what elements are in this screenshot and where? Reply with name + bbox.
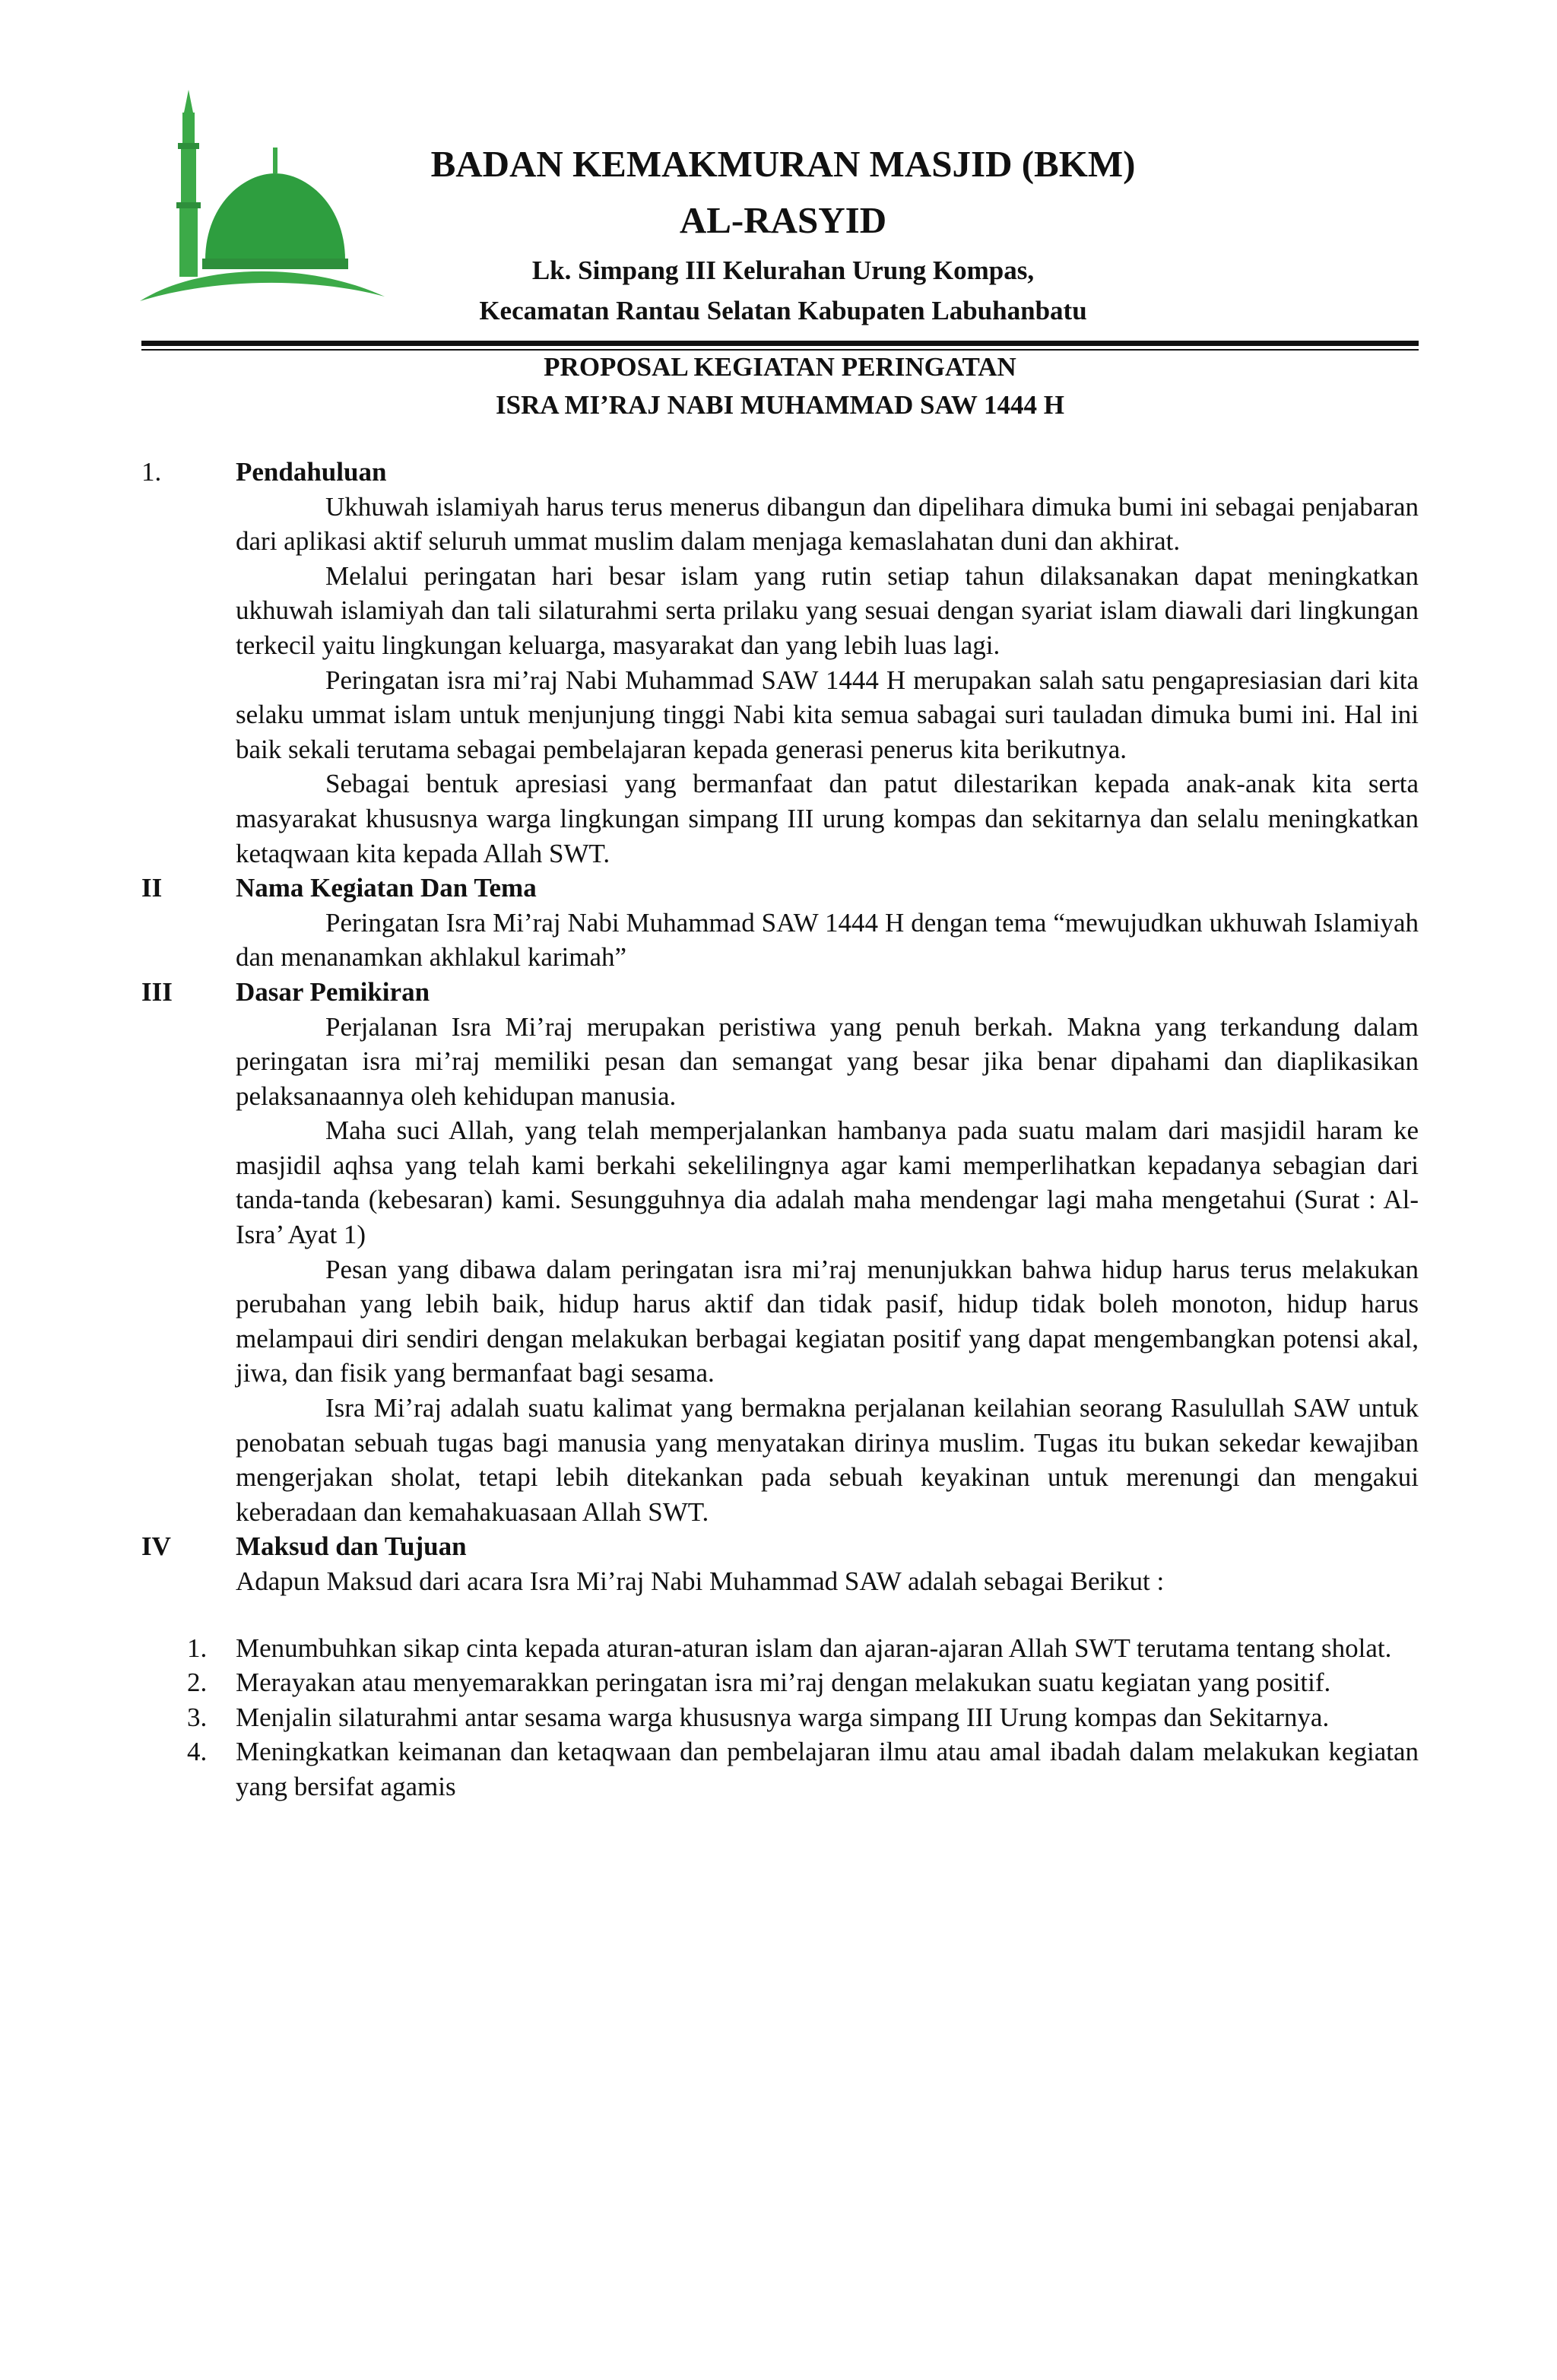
section-title: Maksud dan Tujuan: [236, 1531, 467, 1562]
section-number: IV: [141, 1531, 171, 1562]
list-item: [141, 1700, 1419, 1735]
section-heading: [141, 871, 1419, 906]
list-item-text: Meningkatkan keimanan dan ketaqwaan dan pembelajaran ilmu atau amal ibadah dalam melakukan kegiatan yang bersifat agamis: [236, 1737, 1419, 1801]
paragraph: Peringatan Isra Mi’raj Nabi Muhammad SAW 1444 H dengan tema “mewujudkan ukhuwah Islamiyah dan menanamkan akhlakul karimah”: [236, 907, 1419, 973]
list-item-number: 2.: [187, 1668, 208, 1698]
section-title: Nama Kegiatan Dan Tema: [236, 873, 537, 903]
proposal-title-line-1: PROPOSAL KEGIATAN PERINGATAN: [544, 352, 1016, 382]
list-item: [141, 1665, 1419, 1700]
list-item: [141, 1734, 1419, 1804]
header-divider-thick: [141, 341, 1419, 346]
paragraph: Pesan yang dibawa dalam peringatan isra mi’raj menunjukkan bahwa hidup harus terus melakukan perubahan yang lebih baik, hidup harus aktif dan tidak pasif, hidup tidak boleh monoton, hidup harus melampaui diri sendiri dengan melakukan berbagai kegiatan positif yang dapat mengembangkan potensi akal, jiwa, dan fisik yang bermanfaat bagi sesama.: [236, 1254, 1419, 1388]
paragraph: Melalui peringatan hari besar islam yang rutin setiap tahun dilaksanakan dapat meningkatkan ukhuwah islamiyah dan tali silaturahmi serta prilaku yang sesuai dengan syariat islam diawali dari lingkungan terkecil yaitu lingkungan keluarga, masyarakat dan yang lebih luas lagi.: [236, 560, 1419, 660]
list-item-number: 4.: [187, 1737, 208, 1767]
section-number: III: [141, 976, 173, 1007]
list-item-text: Menjalin silaturahmi antar sesama warga khususnya warga simpang III Urung kompas dan Sekitarnya.: [236, 1702, 1330, 1732]
section-title: Pendahuluan: [236, 457, 387, 487]
document-body: [141, 455, 1419, 1804]
paragraph: Sebagai bentuk apresiasi yang bermanfaat dan patut dilestarikan kepada anak-anak kita serta masyarakat khususnya warga lingkungan simpang III urung kompas dan sekitarnya dan selalu meningkatkan ketaqwaan kita kepada Allah SWT.: [236, 769, 1419, 868]
list-item-text: Menumbuhkan sikap cinta kepada aturan-aturan islam dan ajaran-ajaran Allah SWT terutama tentang sholat.: [236, 1633, 1392, 1663]
paragraph: Maha suci Allah, yang telah memperjalankan hambanya pada suatu malam dari masjidil haram ke masjidil aqhsa yang telah kami berkahi sekelilingnya agar kami memperlihatkan kepadanya sebagian dari tanda-tanda (kebesaran) kami. Sesungguhnya dia adalah maha mendengar lagi maha mengetahui (Surat : Al-Isra’ Ayat 1): [236, 1115, 1419, 1250]
list-item-number: 1.: [187, 1633, 208, 1663]
objectives-list: [141, 1631, 1419, 1804]
address-line-2: Kecamatan Rantau Selatan Kabupaten Labuhanbatu: [479, 296, 1087, 325]
section-heading: [141, 455, 1419, 490]
list-item-number: 3.: [187, 1702, 208, 1732]
paragraph: Ukhuwah islamiyah harus terus menerus dibangun dan dipelihara dimuka bumi ini sebagai penjabaran dari aplikasi aktif seluruh ummat muslim dalam menjaga kemaslahatan duni dan akhirat.: [236, 491, 1419, 557]
section-heading: [141, 975, 1419, 1010]
section-number: II: [141, 873, 163, 903]
org-subname: AL-RASYID: [679, 199, 887, 241]
list-item-text: Merayakan atau menyemarakkan peringatan isra mi’raj dengan melakukan suatu kegiatan yang positif.: [236, 1668, 1331, 1698]
address-line-1: Lk. Simpang III Kelurahan Urung Kompas,: [531, 255, 1035, 285]
org-name: BADAN KEMAKMURAN MASJID (BKM): [430, 143, 1136, 185]
section-title: Dasar Pemikiran: [236, 976, 430, 1007]
section-heading: [141, 1529, 1419, 1564]
mosque-logo-icon: [129, 84, 395, 312]
section-number: 1.: [141, 457, 162, 487]
list-item: [141, 1631, 1419, 1666]
proposal-title-line-2: ISRA MI’RAJ NABI MUHAMMAD SAW 1444 H: [496, 390, 1064, 420]
paragraph: Peringatan isra mi’raj Nabi Muhammad SAW 1444 H merupakan salah satu pengapresiasian dari kita selaku ummat islam untuk menjunjung tinggi Nabi kita semua sabagai suri tauladan dimuka bumi ini. Hal ini baik sekali terutama sebagai pembelajaran kepada generasi penerus kita berikutnya.: [236, 665, 1419, 764]
header-divider-thin: [141, 349, 1419, 351]
paragraph: Isra Mi’raj adalah suatu kalimat yang bermakna perjalanan keilahian seorang Rasulullah SAW untuk penobatan sebuah tugas bagi manusia yang menyatakan dirinya muslim. Tugas itu bukan sekedar kewajiban mengerjakan sholat, tetapi lebih ditekankan pada sebuah keyakinan untuk merenungi dan mengakui keberadaan dan kemahakuasaan Allah SWT.: [236, 1393, 1419, 1527]
paragraph: Perjalanan Isra Mi’raj merupakan peristiwa yang penuh berkah. Makna yang terkandung dalam peringatan isra mi’raj memiliki pesan dan semangat yang besar jika benar dipahami dan diaplikasikan pelaksanaannya oleh kehidupan manusia.: [236, 1011, 1419, 1111]
section-intro: Adapun Maksud dari acara Isra Mi’raj Nabi Muhammad SAW adalah sebagai Berikut :: [236, 1566, 1165, 1596]
